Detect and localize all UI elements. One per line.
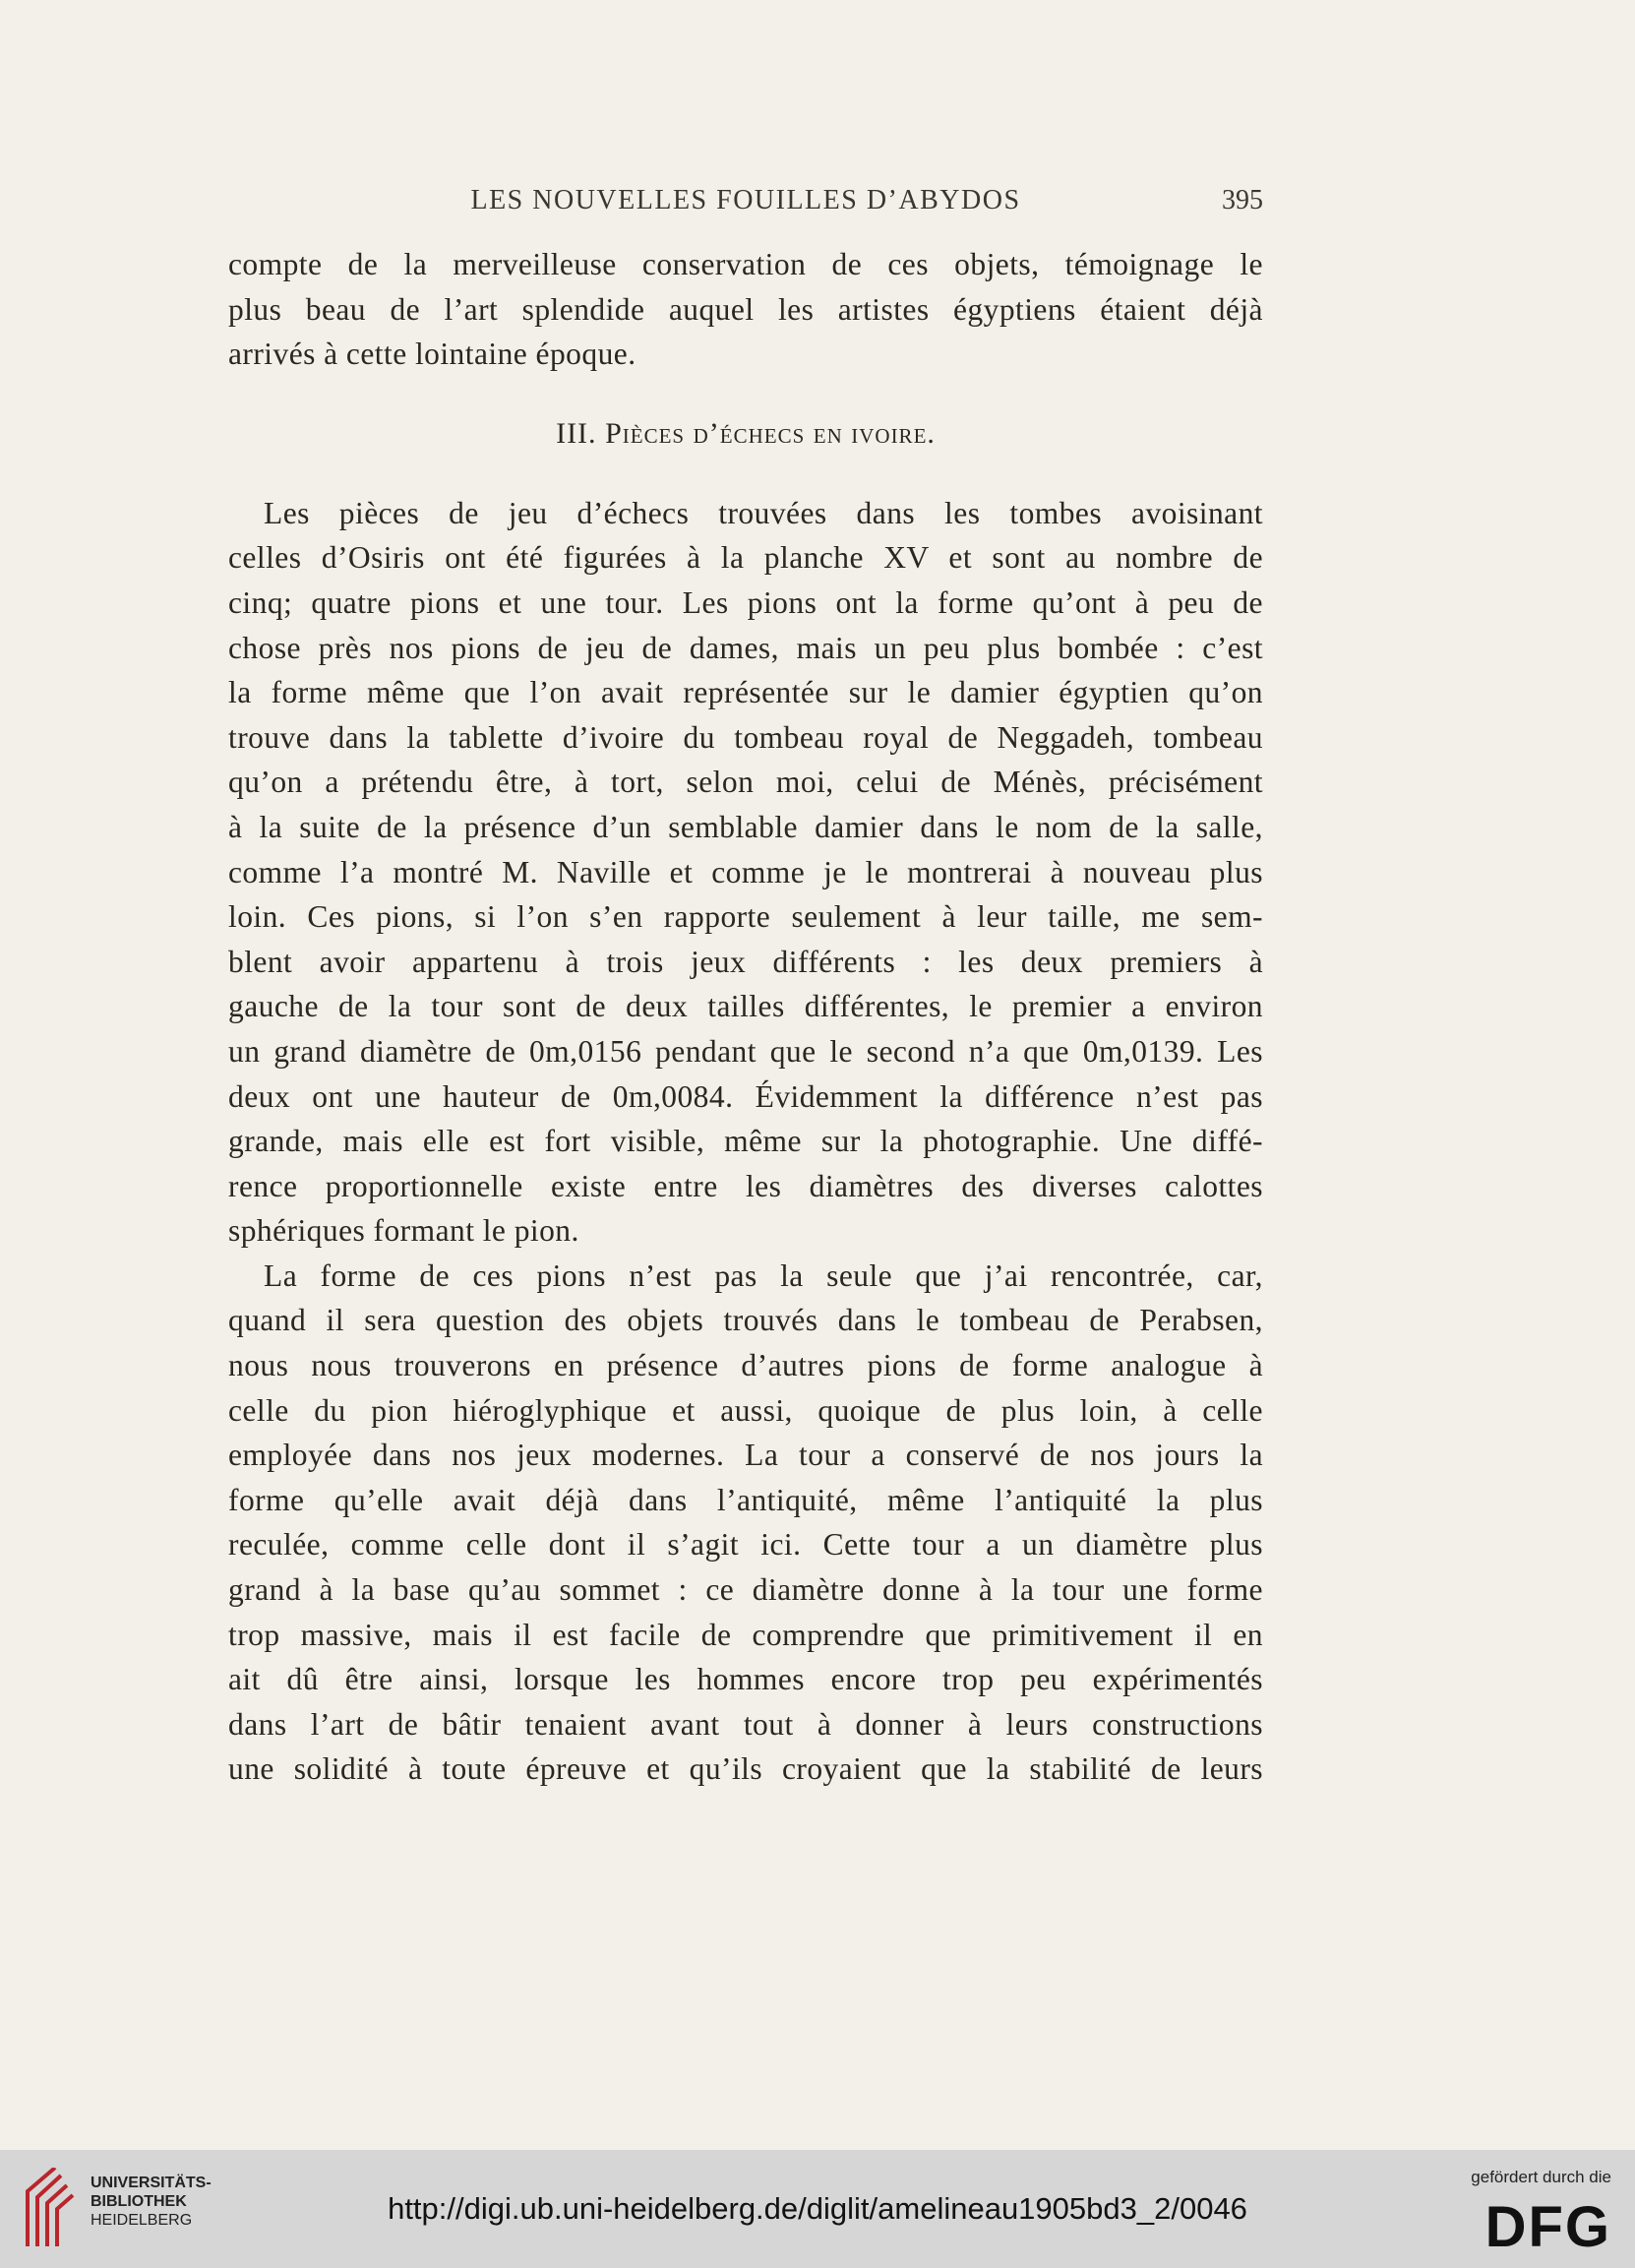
section-title: Pièces d’échecs en ivoire.	[605, 416, 936, 450]
text-line: Les pièces de jeu d’échecs trouvées dans les tombes avoisinant	[264, 495, 1263, 530]
footer-bar	[0, 2150, 1635, 2268]
text-line: un grand diamètre de 0m,0156 pendant que le second n’a que 0m,0139. Les	[228, 1033, 1263, 1069]
text-line: plus beau de l’art splendide auquel les artistes égyptiens étaient déjà	[228, 291, 1263, 327]
paragraph-3	[228, 1254, 1263, 1792]
text-line: arrivés à cette lointaine époque.	[228, 337, 636, 372]
section-number: III.	[556, 416, 606, 450]
text-line: cinq; quatre pions et une tour. Les pions ont la forme qu’ont à peu de	[228, 584, 1263, 620]
text-line: grande, mais elle est fort visible, même sur la photographie. Une diffé-	[228, 1124, 1263, 1159]
text-line: rence proportionnelle existe entre les diamètres des diverses calottes	[228, 1168, 1263, 1203]
body-text	[228, 242, 1263, 1792]
paragraph-2	[228, 491, 1263, 1254]
text-line: nous nous trouverons en présence d’autres pions de forme analogue à	[228, 1348, 1263, 1383]
text-line: trouve dans la tablette d’ivoire du tombeau royal de Neggadeh, tombeau	[228, 719, 1263, 755]
text-line: reculée, comme celle dont il s’agit ici. Cette tour a un diamètre plus	[228, 1527, 1263, 1563]
text-line: celles d’Osiris ont été figurées à la planche XV et sont au nombre de	[228, 540, 1263, 576]
digitization-url[interactable]: http://digi.ub.uni-heidelberg.de/diglit/amelineau1905bd3_2/0046	[388, 2191, 1247, 2226]
text-line: comme l’a montré M. Naville et comme je le montrerai à nouveau plus	[228, 854, 1263, 889]
text-line: à la suite de la présence d’un semblable damier dans le nom de la salle,	[228, 809, 1263, 844]
text-line: loin. Ces pions, si l’on s’en rapporte seulement à leur taille, me sem-	[228, 899, 1263, 935]
page-number: 395	[1222, 185, 1263, 215]
text-line: employée dans nos jeux modernes. La tour a conservé de nos jours la	[228, 1438, 1263, 1473]
running-head	[228, 185, 1263, 224]
text-line: gauche de la tour sont de deux tailles différentes, le premier a environ	[228, 989, 1263, 1024]
section-heading	[228, 416, 1263, 452]
text-line: qu’on a prétendu être, à tort, selon moi, celui de Ménès, précisément	[228, 765, 1263, 800]
text-line: blent avoir appartenu à trois jeux différents : les deux premiers à	[228, 944, 1263, 979]
dfg-logo-icon: DFG	[1484, 2195, 1611, 2259]
text-line: deux ont une hauteur de 0m,0084. Évidemment la différence n’est pas	[228, 1078, 1263, 1114]
paragraph-1	[228, 242, 1263, 377]
text-line: forme qu’elle avait déjà dans l’antiquité, même l’antiquité la plus	[228, 1482, 1263, 1517]
text-line: la forme même que l’on avait représentée sur le damier égyptien qu’on	[228, 675, 1263, 710]
text-line: celle du pion hiéroglyphique et aussi, quoique de plus loin, à celle	[228, 1392, 1263, 1428]
text-line: trop massive, mais il est facile de comprendre que primitivement il en	[228, 1617, 1263, 1652]
text-line: compte de la merveilleuse conservation de ces objets, témoignage le	[228, 247, 1263, 281]
funding-label: gefördert durch die	[1471, 2168, 1611, 2186]
text-line: quand il sera question des objets trouvés dans le tombeau de Perabsen,	[228, 1303, 1263, 1338]
text-line: sphériques formant le pion.	[228, 1213, 579, 1249]
text-line: grand à la base qu’au sommet : ce diamètre donne à la tour une forme	[228, 1572, 1263, 1608]
text-line: ait dû être ainsi, lorsque les hommes encore trop peu expérimentés	[228, 1662, 1263, 1697]
text-line: La forme de ces pions n’est pas la seule que j’ai rencontrée, car,	[264, 1257, 1263, 1293]
text-line: une solidité à toute épreuve et qu’ils croyaient que la stabilité de leurs	[228, 1751, 1263, 1787]
text-line: dans l’art de bâtir tenaient avant tout à donner à leurs constructions	[228, 1706, 1263, 1742]
running-head-title: LES NOUVELLES FOUILLES D’ABYDOS	[470, 185, 1021, 215]
text-line: chose près nos pions de jeu de dames, mais un peu plus bombée : c’est	[228, 630, 1263, 665]
library-name: UNIVERSITÄTS- BIBLIOTHEK HEIDELBERG	[91, 2175, 212, 2229]
